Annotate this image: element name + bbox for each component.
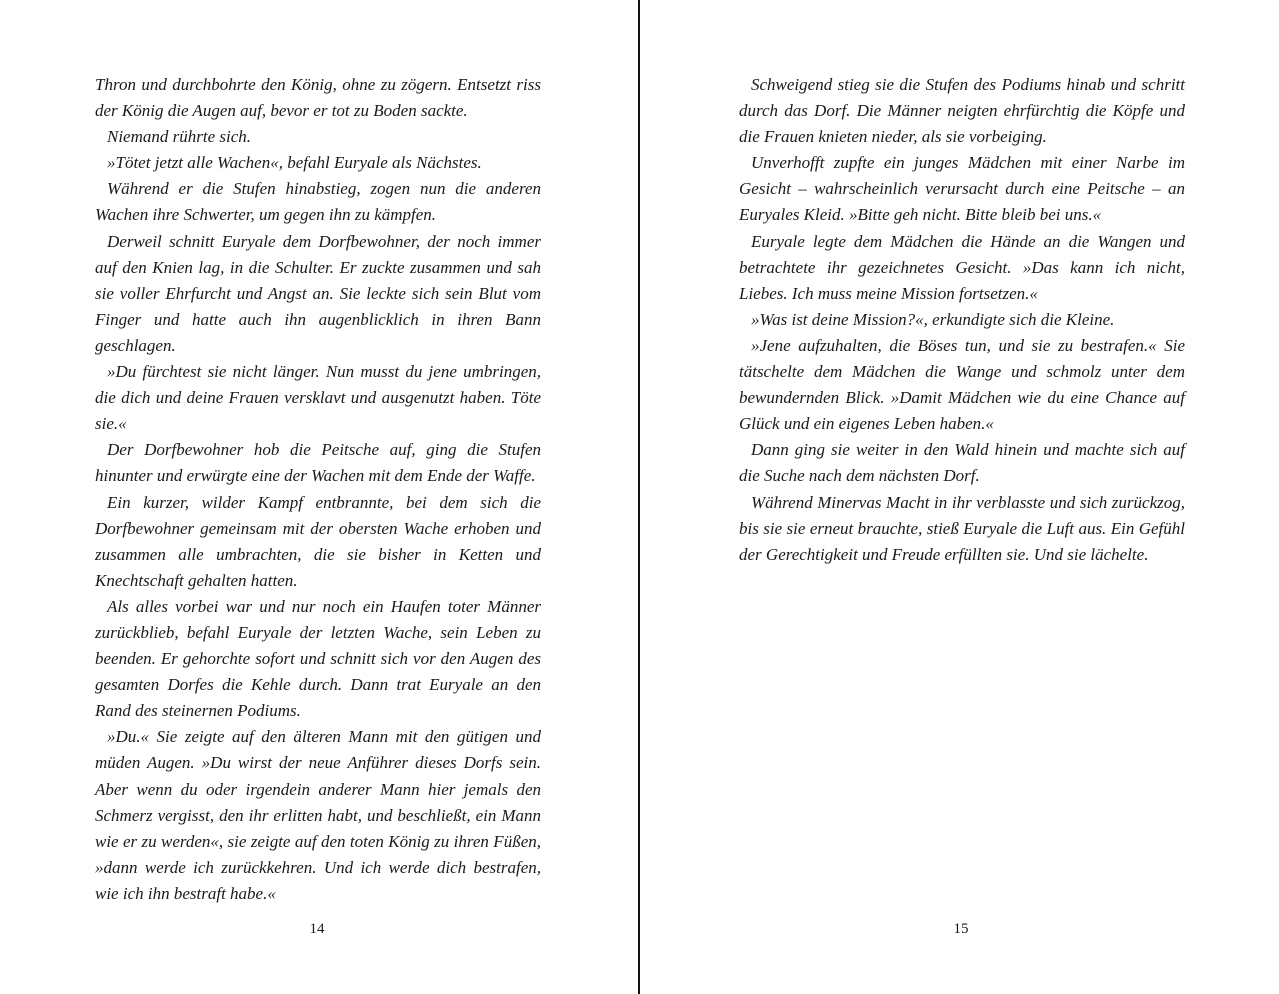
paragraph: Als alles vorbei war und nur noch ein Haufen toter Männer zurückblieb, befahl Euryale der letzten Wache, sein Leben zu beenden. Er gehorchte sofort und schnitt sich vor den Augen des gesamten Dorfes die Kehle durch. Dann trat Euryale an den Rand des steinernen Podiums. (95, 596, 541, 721)
paragraph: Derweil schnitt Euryale dem Dorfbewohner, der noch immer auf den Knien lag, in die Schulter. Er zuckte zusammen und sah sie voller Ehrfurcht und Angst an. Sie leckte sich sein Blut vom Finger und hatte auch ihn augenblicklich in ihren Bann geschlagen. (95, 231, 541, 355)
paragraph: Während er die Stufen hinabstieg, zogen nun die anderen Wachen ihre Schwerter, um gegen ihn zu kämpfen. (95, 179, 541, 225)
paragraph: »Tötet jetzt alle Wachen«, befahl Euryale als Nächstes. (107, 153, 482, 173)
paragraph: »Jene aufzuhalten, die Böses tun, und sie zu bestrafen.« Sie tätschelte dem Mädchen die Wange und schmolz unter dem bewundernden Blick. »Damit Mädchen wie du eine Chance auf Glück und ein eigenes Leben haben.« (739, 335, 1185, 434)
paragraph: Unverhofft zupfte ein junges Mädchen mit einer Narbe im Gesicht – wahrscheinlich verursacht durch eine Peitsche – an Euryales Kleid. »Bitte geh nicht. Bitte bleib bei uns.« (739, 153, 1185, 225)
left-page-body (95, 72, 541, 907)
page-number: 14 (309, 921, 325, 937)
page-gutter-divider (638, 0, 640, 994)
right-page (641, 0, 1279, 994)
left-page (0, 0, 638, 994)
paragraph: »Du.« Sie zeigte auf den älteren Mann mit den gütigen und müden Augen. »Du wirst der neue Anführer dieses Dorfs sein. Aber wenn du oder irgendein anderer Mann hier jemals den Schmerz vergisst, den ihr erlitten habt, und beschließt, ein Mann wie er zu werden«, sie zeigte auf den toten König zu ihren Füßen, »dann werde ich zurückkehren. Und ich werde dich bestrafen, wie ich ihn bestraft habe.« (95, 727, 541, 903)
paragraph: Der Dorfbewohner hob die Peitsche auf, ging die Stufen hinunter und erwürgte eine der Wachen mit dem Ende der Waffe. (95, 440, 541, 486)
page-number: 15 (953, 921, 969, 937)
paragraph: »Du fürchtest sie nicht länger. Nun musst du jene umbringen, die dich und deine Frauen versklavt und ausgenutzt haben. Töte sie.« (95, 362, 541, 434)
paragraph: Während Minervas Macht in ihr verblasste und sich zurückzog, bis sie sie erneut brauchte, stieß Euryale die Luft aus. Ein Gefühl der Gerechtigkeit und Freude erfüllten sie. Und sie lächelte. (739, 492, 1185, 564)
paragraph: Dann ging sie weiter in den Wald hinein und machte sich auf die Suche nach dem nächsten Dorf. (739, 440, 1185, 486)
paragraph: Schweigend stieg sie die Stufen des Podiums hinab und schritt durch das Dorf. Die Männer neigten ehrfürchtig die Köpfe und die Frauen knieten nieder, als sie vorbeiging. (739, 75, 1185, 147)
paragraph: »Was ist deine Mission?«, erkundigte sich die Kleine. (751, 309, 1115, 329)
right-page-body (739, 72, 1185, 568)
paragraph: Niemand rührte sich. (107, 127, 252, 147)
paragraph: Ein kurzer, wilder Kampf entbrannte, bei dem sich die Dorfbewohner gemeinsam mit der obersten Wache erhoben und zusammen alle umbrachten, die sie bisher in Ketten und Knechtschaft gehalten hatten. (95, 492, 541, 590)
paragraph: Euryale legte dem Mädchen die Hände an die Wangen und betrachtete ihr gezeichnetes Gesicht. »Das kann ich nicht, Liebes. Ich muss meine Mission fortsetzen.« (739, 231, 1185, 303)
paragraph: Thron und durchbohrte den König, ohne zu zögern. Entsetzt riss der König die Augen auf, bevor er tot zu Boden sackte. (95, 75, 541, 121)
